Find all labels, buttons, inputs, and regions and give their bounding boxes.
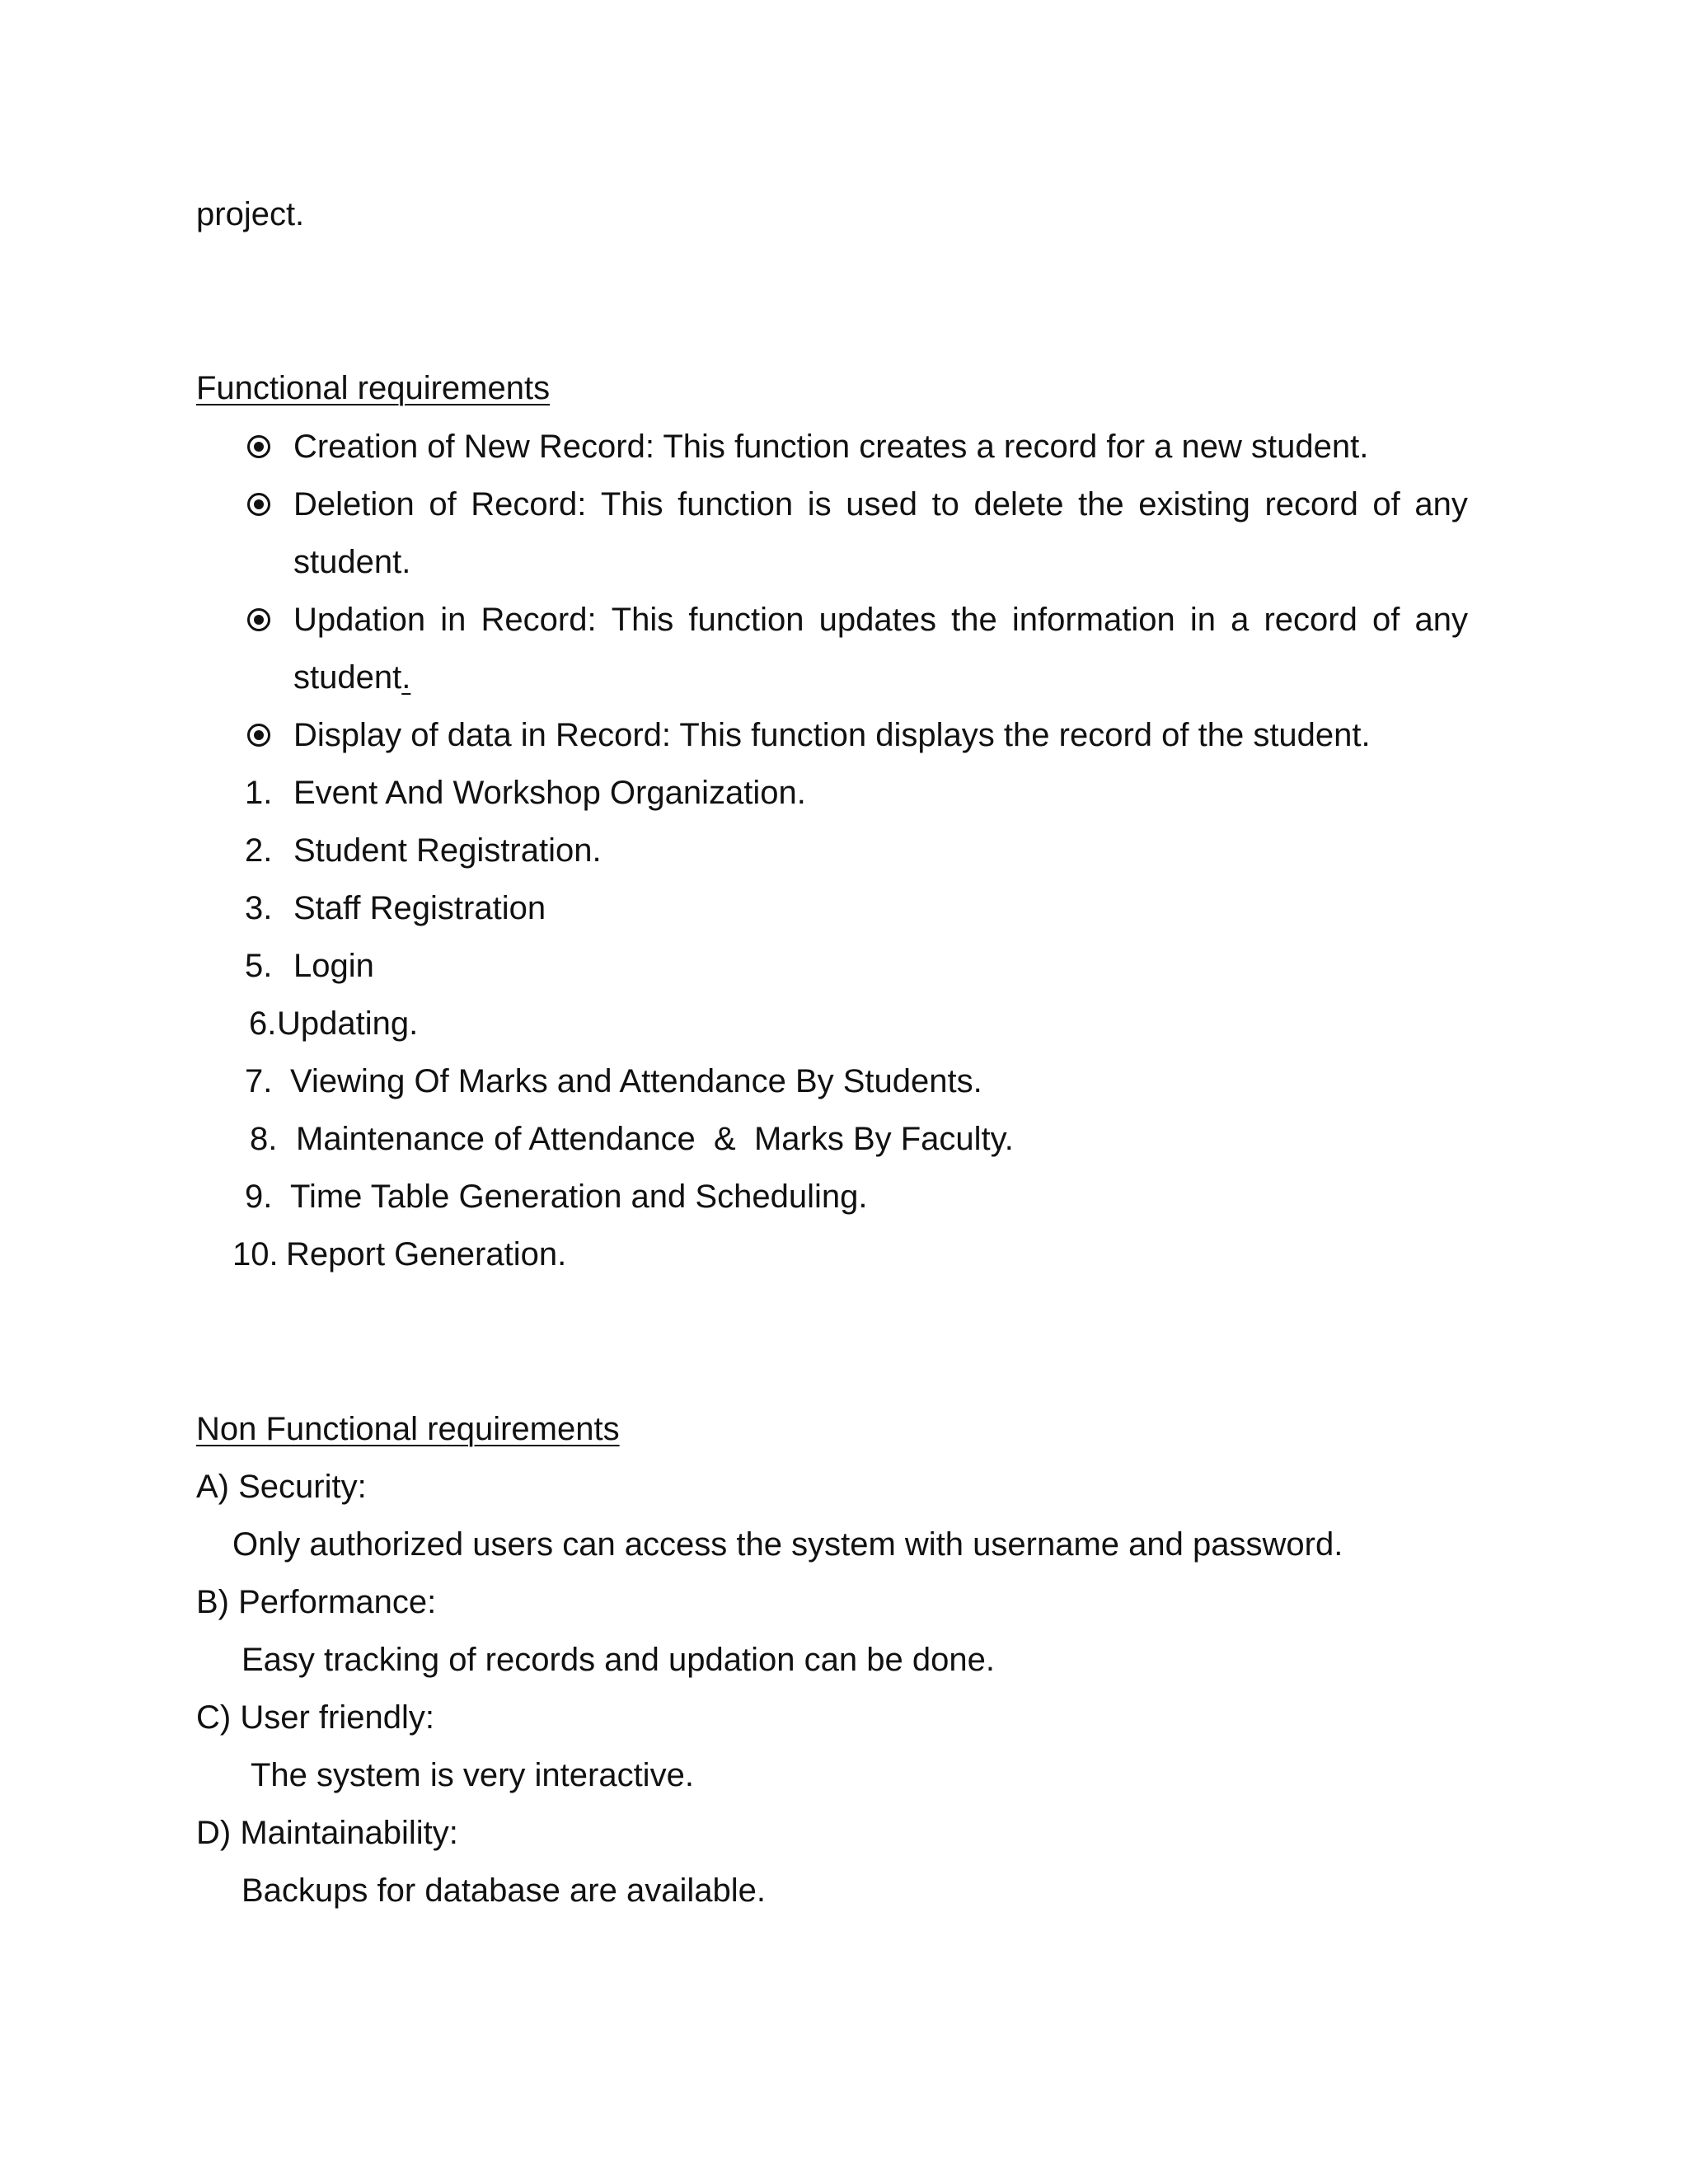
list-item: Maintenance of Attendance & Marks By Faculty. — [296, 1121, 1014, 1157]
list-number: 8. — [250, 1121, 278, 1157]
list-number: 1. — [245, 775, 273, 811]
word: record — [1264, 602, 1357, 638]
underlined-period: . — [401, 659, 411, 696]
non-functional-heading: Non Functional requirements — [196, 1411, 620, 1447]
nfr-label-performance: B) Performance: — [196, 1584, 437, 1620]
nfr-desc-security: Only authorized users can access the system with username and password. — [232, 1526, 1343, 1563]
word: a — [1231, 602, 1250, 638]
nfr-desc-maintainability: Backups for database are available. — [241, 1872, 766, 1909]
word: function — [688, 602, 804, 638]
list-item: Event And Workshop Organization. — [293, 775, 806, 811]
list-number: 9. — [245, 1179, 273, 1215]
word: the — [1078, 486, 1124, 523]
word: used — [846, 486, 917, 523]
nfr-label-user-friendly: C) User friendly: — [196, 1699, 434, 1736]
word: Record: — [471, 486, 587, 523]
nfr-desc-user-friendly: The system is very interactive. — [251, 1757, 694, 1793]
list-item: Updating. — [277, 1005, 419, 1042]
list-number: 10. — [232, 1236, 279, 1272]
nfr-desc-performance: Easy tracking of records and updation can be done. — [241, 1642, 995, 1678]
nfr-label-security: A) Security: — [196, 1469, 367, 1505]
word: is — [807, 486, 832, 523]
list-item: Staff Registration — [293, 890, 546, 926]
functional-heading: Functional requirements — [196, 370, 551, 406]
word: the — [951, 602, 997, 638]
word: to — [931, 486, 959, 523]
word: in — [440, 602, 467, 638]
nfr-label-maintainability: D) Maintainability: — [196, 1815, 458, 1851]
radio-bullet-icon — [247, 608, 270, 631]
list-item: Login — [293, 948, 374, 984]
word: record — [1264, 486, 1358, 523]
word: of — [1372, 602, 1400, 638]
word: function — [678, 486, 794, 523]
word: any — [1414, 486, 1468, 523]
radio-bullet-icon — [247, 435, 270, 458]
bullet-item-updation-line1 — [293, 600, 1468, 640]
word: This — [600, 486, 663, 523]
radio-bullet-icon — [247, 724, 270, 747]
word: of — [429, 486, 457, 523]
word: This — [611, 602, 674, 638]
list-number: 2. — [245, 832, 273, 869]
bullet-item-deletion-line2: student. — [293, 544, 411, 580]
word: of — [1372, 486, 1400, 523]
list-number: 6. — [249, 1005, 277, 1042]
word: existing — [1138, 486, 1250, 523]
list-number: 7. — [245, 1063, 273, 1099]
intro-fragment: project. — [196, 196, 305, 232]
word: any — [1414, 602, 1468, 638]
list-item: Time Table Generation and Scheduling. — [290, 1179, 868, 1215]
list-number: 3. — [245, 890, 273, 926]
word: information — [1011, 602, 1175, 638]
word: Deletion — [293, 486, 415, 523]
list-item: Student Registration. — [293, 832, 602, 869]
bullet-item-updation-line2 — [293, 658, 410, 697]
word: Updation — [293, 602, 426, 638]
list-number: 5. — [245, 948, 273, 984]
updation-student-word: student — [293, 659, 402, 696]
bullet-item-deletion-line1 — [293, 485, 1468, 524]
word: updates — [818, 602, 936, 638]
list-item: Viewing Of Marks and Attendance By Students. — [290, 1063, 982, 1099]
bullet-item-display: Display of data in Record: This function displays the record of the student. — [293, 717, 1371, 753]
word: Record: — [481, 602, 597, 638]
word: delete — [973, 486, 1064, 523]
list-item: Report Generation. — [286, 1236, 567, 1272]
radio-bullet-icon — [247, 493, 270, 516]
bullet-item-creation: Creation of New Record: This function creates a record for a new student. — [293, 429, 1369, 465]
word: in — [1189, 602, 1216, 638]
